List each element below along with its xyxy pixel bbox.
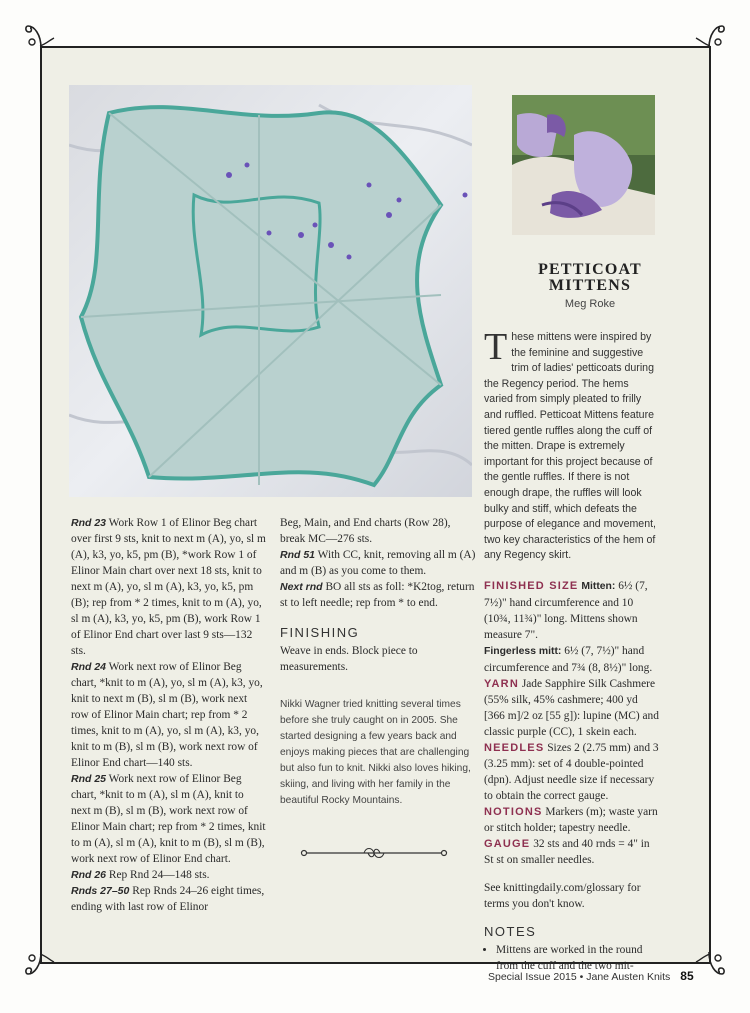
drop-cap: T	[484, 326, 508, 368]
finished-size-label: FINISHED SIZE	[484, 579, 579, 592]
finished-size	[484, 578, 659, 643]
instructions-column-left	[71, 515, 266, 915]
yarn-label: YARN	[484, 677, 519, 690]
pattern-details-column	[484, 326, 659, 974]
corner-flourish-bottom-right	[692, 950, 726, 984]
round-text: With CC, knit, removing all m (A) and m (B) as you come to them.	[280, 549, 476, 577]
notions-text: Markers (m); waste yarn or stitch holder; tapestry needle.	[484, 805, 658, 834]
round-label: Rnd 23	[71, 517, 107, 529]
instruction-paragraph	[71, 883, 266, 915]
round-text: Rep Rnd 24—148 sts.	[106, 869, 210, 881]
intro-paragraph	[484, 326, 659, 564]
fingerless-label: Fingerless mitt:	[484, 645, 562, 657]
round-label: Rnd 24	[71, 661, 107, 673]
note-item: • Mittens are worked in the round from the cuff and the two mit-	[496, 942, 659, 974]
round-text: Work next row of Elinor Beg chart, *knit to m (A), yo, sl m (A), k3, yo, knit to next m (B), sl m (B), work next row of Elinor Main chart; rep from * 2 times, knit to m (A), yo, sl m (A), k3, yo, knit to m (B), sl m (B), work next row of Elinor End chart—140 sts.	[71, 661, 263, 769]
round-text: Work next row of Elinor Beg chart, *knit to m (A), sl m (A), knit to next m (B), sl m (B), work next row of Elinor Main chart; rep from * 2 times, knit to m (A), sl m (A), knit to m (B), sl m (B), work next row of Elinor End chart.	[71, 773, 266, 865]
notions-spec	[484, 804, 659, 836]
yarn-text: Jade Sapphire Silk Cashmere (55% silk, 45% cashmere; 400 yd [366 m]/2 oz [55 g]): lupine (MC) and classic purple (CC), 1 skein each.	[484, 677, 659, 738]
round-label: Rnd 26	[71, 869, 107, 881]
corner-flourish-top-left	[24, 16, 58, 50]
corner-flourish-bottom-left	[24, 950, 58, 984]
round-text: BO all sts as foll: *K2tog, return st to left needle; rep from * to end.	[280, 581, 475, 609]
page-footer	[488, 969, 694, 983]
needles-spec	[484, 740, 659, 804]
notions-label: NOTIONS	[484, 805, 543, 818]
instruction-paragraph	[71, 659, 266, 771]
notes-heading: NOTES	[484, 923, 537, 939]
title-line-1: PETTICOAT	[538, 261, 642, 278]
pattern-title	[500, 262, 680, 294]
instruction-paragraph	[280, 547, 476, 579]
shawl-photo	[69, 85, 472, 497]
intro-text: hese mittens were inspired by the feminine and suggestive trim of ladies' petticoats during the Regency period. The hems varied from simply pleated to frilly and ruffled. Petticoat Mittens feature tiered gentle ruffles along the cuff of the mitten. Drape is extremely important for this project because of the gentle ruffles. If there is not enough drape, the ruffles will look bulky and stiff, which defeats the purpose of elegance and movement, two key characteristics of the hem of any Regency skirt.	[484, 331, 656, 562]
round-label: Rnds 27–50	[71, 885, 130, 897]
gauge-label: GAUGE	[484, 837, 531, 850]
finishing-text: Weave in ends. Block piece to measurements.	[280, 645, 418, 673]
glossary-note: See knittingdaily.com/glossary for terms you don't know.	[484, 881, 641, 910]
mitten-label: Mitten:	[581, 580, 616, 592]
instruction-paragraph	[71, 771, 266, 867]
corner-flourish-top-right	[692, 16, 726, 50]
mittens-photo	[512, 95, 655, 235]
ornamental-divider	[300, 846, 448, 860]
designer-bio: Nikki Wagner tried knitting several times before she truly caught on in 2005. She started designing a few years back and enjoys making pieces that are challenging but also fun to knit. Nikki also loves hiking, skiing, and living with her family in the beautiful Rocky Mountains.	[280, 699, 471, 806]
gauge-spec	[484, 836, 659, 868]
page-number: 85	[680, 969, 694, 983]
instruction-paragraph	[71, 867, 266, 883]
fingerless-text: 6½ (7, 7½)" hand circumference and 7¾ (8, 8½)" long.	[484, 644, 653, 674]
footer-publication: Special Issue 2015 • Jane Austen Knits	[488, 971, 671, 983]
round-label: Next rnd	[280, 581, 323, 593]
title-line-2: MITTENS	[548, 277, 632, 294]
round-label: Rnd 25	[71, 773, 107, 785]
author-name: Meg Roke	[564, 298, 616, 310]
instructions-column-middle	[280, 515, 476, 809]
round-label: Rnd 51	[280, 549, 316, 561]
continuation-text: Beg, Main, and End charts (Row 28), break MC—276 sts.	[280, 517, 451, 545]
needles-text: Sizes 2 (2.75 mm) and 3 (3.25 mm): set of 4 double-pointed (dpn). Adjust needle size if necessary to obtain the correct gauge.	[484, 741, 659, 802]
mitten-text: 6½ (7, 7½)" hand circumference and 10 (10¾, 11¾)" long. Mittens shown measure 7".	[484, 579, 648, 641]
instruction-paragraph	[71, 515, 266, 659]
instruction-paragraph	[280, 579, 476, 611]
round-text: Work Row 1 of Elinor Beg chart over first 9 sts, knit to next m (A), yo, sl m (A), k3, yo, k5, pm (B), *work Row 1 of Elinor Main chart over next 18 sts, knit to next m (A), yo, sl m (A), k3, yo, k5, pm (B); rep from * 2 times, knit to m (A), yo, sl m (A), k3, yo, k5, pm (B), work Row 1 of Elinor End chart over last 9 sts—132 sts.	[71, 517, 266, 657]
yarn-spec	[484, 676, 659, 740]
fingerless-size	[484, 643, 659, 676]
needles-label: NEEDLES	[484, 741, 545, 754]
gauge-text: 32 sts and 40 rnds = 4" in St st on smaller needles.	[484, 837, 650, 866]
finishing-heading: FINISHING	[280, 625, 360, 640]
round-text: Rep Rnds 24–26 eight times, ending with last row of Elinor	[71, 885, 265, 913]
